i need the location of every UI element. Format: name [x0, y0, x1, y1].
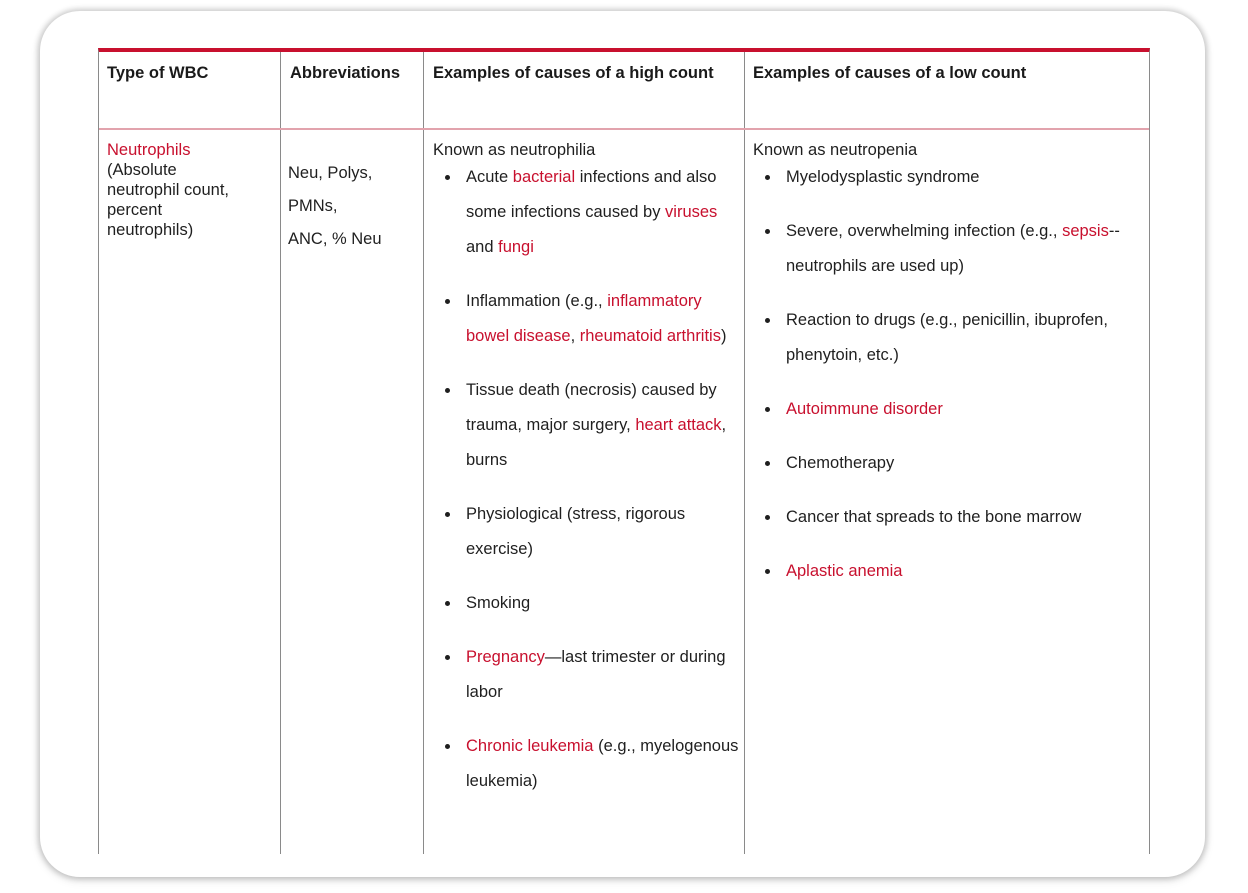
low-count-item [753, 214, 1145, 284]
item-text: Smoking [466, 594, 531, 612]
low-count-intro: Known as neutropenia [753, 141, 918, 159]
low-count-item [753, 303, 1145, 373]
item-text: Cancer that spreads to the bone marrow [786, 508, 1082, 526]
high-count-item [433, 586, 741, 621]
term-link[interactable]: Chronic leukemia [466, 737, 594, 755]
item-text: Chemotherapy [786, 454, 895, 472]
bullet-icon [765, 175, 770, 180]
abbreviation-line: ANC, % Neu [288, 230, 382, 248]
term-link[interactable]: Autoimmune disorder [786, 400, 943, 418]
high-count-intro: Known as neutrophilia [433, 141, 596, 159]
item-text: , burns [466, 416, 727, 469]
bullet-icon [445, 744, 450, 749]
abbreviations-cell [288, 157, 418, 256]
bullet-icon [765, 318, 770, 323]
item-text: —last trimester or during labor [466, 648, 726, 701]
bullet-icon [765, 569, 770, 574]
column-divider [280, 52, 281, 854]
item-text: infections and also some infections caused by [466, 168, 717, 221]
bullet-icon [445, 655, 450, 660]
header-divider [99, 128, 1149, 130]
wbc-table [98, 48, 1150, 854]
term-link[interactable]: Aplastic anemia [786, 562, 903, 580]
item-text: Reaction to drugs (e.g., penicillin, ibuprofen, phenytoin, etc.) [786, 311, 1108, 364]
term-link[interactable]: heart attack [635, 416, 722, 434]
column-divider [423, 52, 424, 854]
low-count-item [753, 392, 1145, 427]
type-cell [107, 140, 277, 240]
bullet-icon [765, 407, 770, 412]
type-desc-line: neutrophil count, [107, 181, 230, 199]
high-count-item [433, 640, 741, 710]
item-text: ) [720, 327, 727, 345]
abbreviation-line: Neu, Polys, [288, 164, 373, 182]
high-count-item [433, 160, 741, 265]
high-count-list [433, 160, 741, 799]
high-count-item [433, 729, 741, 799]
type-desc-line: (Absolute [107, 161, 177, 179]
bullet-icon [765, 461, 770, 466]
low-count-list [753, 160, 1145, 589]
bullet-icon [445, 512, 450, 517]
bullet-icon [445, 299, 450, 304]
low-count-item [753, 160, 1145, 195]
header-low-count: Examples of causes of a low count [753, 64, 1027, 82]
item-text: Severe, overwhelming infection (e.g., [786, 222, 1063, 240]
term-link[interactable]: bacterial [512, 168, 576, 186]
low-count-item [753, 554, 1145, 589]
type-desc-line: neutrophils) [107, 221, 194, 239]
term-link[interactable]: rheumatoid arthritis [579, 327, 721, 345]
term-link[interactable]: Pregnancy [466, 648, 545, 666]
high-count-item [433, 373, 741, 478]
neutrophils-link[interactable]: Neutrophils [107, 141, 191, 159]
bullet-icon [445, 601, 450, 606]
bullet-icon [765, 229, 770, 234]
term-link[interactable]: inflammatory bowel disease [466, 292, 702, 345]
screenshot-card [40, 11, 1205, 877]
term-link[interactable]: sepsis [1062, 222, 1109, 240]
high-count-item [433, 284, 741, 354]
abbreviation-line: PMNs, [288, 197, 338, 215]
item-text: --neutrophils are used up) [786, 222, 1120, 275]
header-abbreviations: Abbreviations [290, 64, 401, 82]
item-text: Inflammation (e.g., [466, 292, 608, 310]
item-text: Tissue death (necrosis) caused by trauma, major surgery, [466, 381, 717, 434]
item-text: Acute [466, 168, 513, 186]
item-text: and [466, 238, 499, 256]
bullet-icon [445, 175, 450, 180]
item-text: , [570, 327, 580, 345]
low-count-item [753, 500, 1145, 535]
term-link[interactable]: fungi [498, 238, 534, 256]
high-count-item [433, 497, 741, 567]
low-count-item [753, 446, 1145, 481]
high-count-cell [433, 140, 741, 818]
header-high-count: Examples of causes of a high count [433, 64, 714, 82]
low-count-cell [753, 140, 1145, 608]
column-divider [744, 52, 745, 854]
type-desc-line: percent [107, 201, 163, 219]
bullet-icon [765, 515, 770, 520]
bullet-icon [445, 388, 450, 393]
item-text: Myelodysplastic syndrome [786, 168, 980, 186]
header-type-of-wbc: Type of WBC [107, 64, 209, 82]
item-text: Physiological (stress, rigorous exercise) [466, 505, 686, 558]
term-link[interactable]: viruses [665, 203, 718, 221]
item-text: (e.g., myelogenous leukemia) [466, 737, 739, 790]
